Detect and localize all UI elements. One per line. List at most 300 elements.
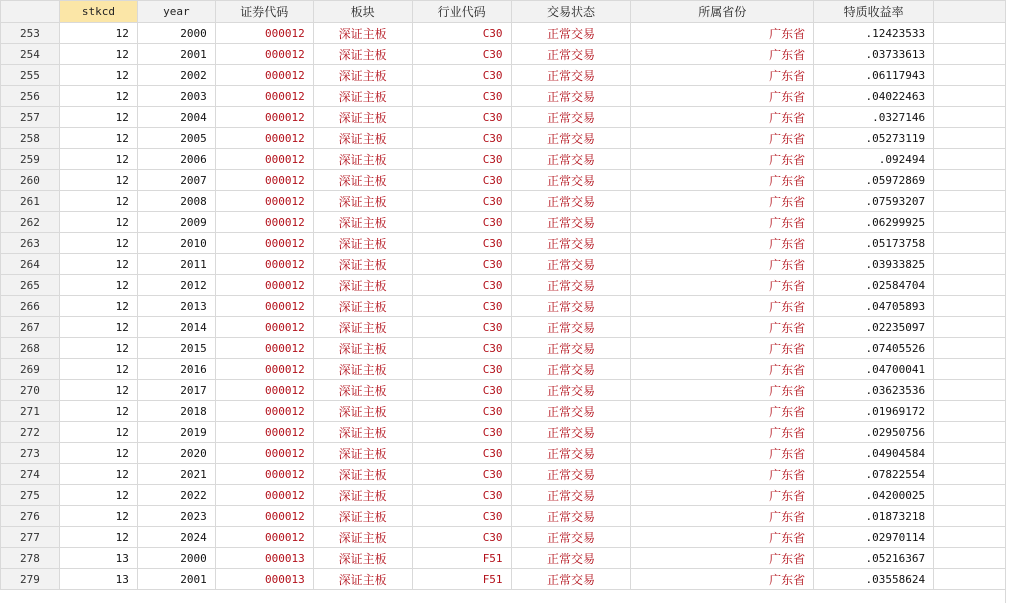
cell-jyzt[interactable]: 正常交易 <box>511 275 631 296</box>
table-row[interactable] <box>1 569 1012 590</box>
cell-zqdm[interactable]: 000012 <box>215 191 313 212</box>
col-header-jyzt[interactable]: 交易状态 <box>511 1 631 23</box>
cell-stkcd[interactable]: 12 <box>59 233 137 254</box>
table-row[interactable] <box>1 548 1012 569</box>
cell-hydm[interactable]: C30 <box>412 44 511 65</box>
vertical-scrollbar[interactable] <box>1005 0 1012 603</box>
row-number[interactable]: 278 <box>1 548 60 569</box>
cell-year[interactable]: 2019 <box>137 422 215 443</box>
cell-hydm[interactable]: C30 <box>412 128 511 149</box>
row-number[interactable]: 255 <box>1 65 60 86</box>
cell-sssf[interactable]: 广东省 <box>631 149 814 170</box>
cell-sssf[interactable]: 广东省 <box>631 275 814 296</box>
cell-zqdm[interactable]: 000012 <box>215 86 313 107</box>
cell-sssf[interactable]: 广东省 <box>631 254 814 275</box>
cell-year[interactable]: 2020 <box>137 443 215 464</box>
cell-zqdm[interactable]: 000012 <box>215 107 313 128</box>
row-number[interactable]: 267 <box>1 317 60 338</box>
cell-year[interactable]: 2000 <box>137 23 215 44</box>
cell-zqdm[interactable]: 000012 <box>215 296 313 317</box>
cell-jyzt[interactable]: 正常交易 <box>511 338 631 359</box>
cell-zqdm[interactable]: 000012 <box>215 254 313 275</box>
cell-zqdm[interactable]: 000012 <box>215 65 313 86</box>
cell-blank <box>934 149 1012 170</box>
col-header-stkcd[interactable]: stkcd <box>59 1 137 23</box>
cell-blank <box>934 443 1012 464</box>
cell-hydm[interactable]: C30 <box>412 485 511 506</box>
cell-stkcd[interactable]: 13 <box>59 548 137 569</box>
cell-jyzt[interactable]: 正常交易 <box>511 86 631 107</box>
col-header-tzsyl[interactable]: 特质收益率 <box>814 1 934 23</box>
cell-zqdm[interactable]: 000012 <box>215 233 313 254</box>
cell-stkcd[interactable]: 12 <box>59 422 137 443</box>
cell-sssf[interactable]: 广东省 <box>631 359 814 380</box>
cell-jyzt[interactable]: 正常交易 <box>511 107 631 128</box>
row-number[interactable]: 266 <box>1 296 60 317</box>
cell-hydm[interactable]: C30 <box>412 233 511 254</box>
row-number[interactable]: 273 <box>1 443 60 464</box>
cell-blank <box>934 23 1012 44</box>
cell-sssf[interactable]: 广东省 <box>631 485 814 506</box>
table-row[interactable] <box>1 44 1012 65</box>
table-row[interactable] <box>1 485 1012 506</box>
cell-zqdm[interactable]: 000012 <box>215 170 313 191</box>
cell-tzsyl[interactable]: .04200025 <box>814 485 934 506</box>
cell-year[interactable]: 2022 <box>137 485 215 506</box>
cell-hydm[interactable]: C30 <box>412 464 511 485</box>
cell-stkcd[interactable]: 12 <box>59 191 137 212</box>
cell-hydm[interactable]: F51 <box>412 548 511 569</box>
cell-stkcd[interactable]: 12 <box>59 296 137 317</box>
table-row[interactable] <box>1 128 1012 149</box>
table-row[interactable] <box>1 401 1012 422</box>
row-number[interactable]: 272 <box>1 422 60 443</box>
cell-stkcd[interactable]: 12 <box>59 317 137 338</box>
table-body <box>1 23 1012 590</box>
cell-hydm[interactable]: F51 <box>412 569 511 590</box>
cell-stkcd[interactable]: 12 <box>59 506 137 527</box>
cell-bankuai[interactable]: 深证主板 <box>313 527 412 548</box>
cell-tzsyl[interactable]: .07405526 <box>814 338 934 359</box>
cell-stkcd[interactable]: 12 <box>59 107 137 128</box>
cell-tzsyl[interactable]: .03623536 <box>814 380 934 401</box>
cell-bankuai[interactable]: 深证主板 <box>313 296 412 317</box>
cell-bankuai[interactable]: 深证主板 <box>313 128 412 149</box>
cell-tzsyl[interactable]: .12423533 <box>814 23 934 44</box>
cell-hydm[interactable]: C30 <box>412 317 511 338</box>
row-number[interactable]: 261 <box>1 191 60 212</box>
cell-zqdm[interactable]: 000012 <box>215 149 313 170</box>
cell-zqdm[interactable]: 000012 <box>215 275 313 296</box>
cell-jyzt[interactable]: 正常交易 <box>511 317 631 338</box>
cell-year[interactable]: 2000 <box>137 548 215 569</box>
cell-jyzt[interactable]: 正常交易 <box>511 443 631 464</box>
cell-sssf[interactable]: 广东省 <box>631 464 814 485</box>
cell-hydm[interactable]: C30 <box>412 401 511 422</box>
cell-year[interactable]: 2005 <box>137 128 215 149</box>
header-row <box>1 1 1012 23</box>
cell-zqdm[interactable]: 000013 <box>215 548 313 569</box>
cell-tzsyl[interactable]: .02950756 <box>814 422 934 443</box>
cell-tzsyl[interactable]: .06299925 <box>814 212 934 233</box>
cell-bankuai[interactable]: 深证主板 <box>313 464 412 485</box>
cell-jyzt[interactable]: 正常交易 <box>511 464 631 485</box>
cell-sssf[interactable]: 广东省 <box>631 191 814 212</box>
cell-bankuai[interactable]: 深证主板 <box>313 86 412 107</box>
cell-sssf[interactable]: 广东省 <box>631 107 814 128</box>
cell-zqdm[interactable]: 000012 <box>215 212 313 233</box>
cell-year[interactable]: 2013 <box>137 296 215 317</box>
row-number[interactable]: 274 <box>1 464 60 485</box>
row-number[interactable]: 259 <box>1 149 60 170</box>
cell-stkcd[interactable]: 12 <box>59 128 137 149</box>
cell-blank <box>934 464 1012 485</box>
cell-jyzt[interactable]: 正常交易 <box>511 296 631 317</box>
cell-stkcd[interactable]: 12 <box>59 464 137 485</box>
cell-sssf[interactable]: 广东省 <box>631 401 814 422</box>
col-header-bankuai[interactable]: 板块 <box>313 1 412 23</box>
cell-jyzt[interactable]: 正常交易 <box>511 191 631 212</box>
cell-tzsyl[interactable]: .01969172 <box>814 401 934 422</box>
cell-tzsyl[interactable]: .07593207 <box>814 191 934 212</box>
table-row[interactable] <box>1 359 1012 380</box>
cell-tzsyl[interactable]: .05273119 <box>814 128 934 149</box>
cell-bankuai[interactable]: 深证主板 <box>313 212 412 233</box>
cell-hydm[interactable]: C30 <box>412 149 511 170</box>
cell-jyzt[interactable]: 正常交易 <box>511 149 631 170</box>
cell-year[interactable]: 2024 <box>137 527 215 548</box>
col-header-blank <box>934 1 1012 23</box>
cell-hydm[interactable]: C30 <box>412 359 511 380</box>
cell-bankuai[interactable]: 深证主板 <box>313 506 412 527</box>
table-row[interactable] <box>1 296 1012 317</box>
cell-sssf[interactable]: 广东省 <box>631 317 814 338</box>
cell-jyzt[interactable]: 正常交易 <box>511 527 631 548</box>
row-number[interactable]: 277 <box>1 527 60 548</box>
cell-tzsyl[interactable]: .06117943 <box>814 65 934 86</box>
corner-header <box>1 1 60 23</box>
table-row[interactable] <box>1 464 1012 485</box>
cell-jyzt[interactable]: 正常交易 <box>511 422 631 443</box>
cell-blank <box>934 254 1012 275</box>
cell-year[interactable]: 2001 <box>137 44 215 65</box>
cell-stkcd[interactable]: 12 <box>59 212 137 233</box>
cell-jyzt[interactable]: 正常交易 <box>511 548 631 569</box>
cell-zqdm[interactable]: 000012 <box>215 380 313 401</box>
cell-jyzt[interactable]: 正常交易 <box>511 506 631 527</box>
cell-blank <box>934 233 1012 254</box>
cell-tzsyl[interactable]: .05972869 <box>814 170 934 191</box>
table-row[interactable] <box>1 317 1012 338</box>
cell-hydm[interactable]: C30 <box>412 422 511 443</box>
col-header-hydm[interactable]: 行业代码 <box>412 1 511 23</box>
cell-blank <box>934 128 1012 149</box>
cell-sssf[interactable]: 广东省 <box>631 44 814 65</box>
cell-bankuai[interactable]: 深证主板 <box>313 317 412 338</box>
cell-stkcd[interactable]: 12 <box>59 149 137 170</box>
cell-hydm[interactable]: C30 <box>412 23 511 44</box>
cell-blank <box>934 44 1012 65</box>
cell-zqdm[interactable]: 000012 <box>215 317 313 338</box>
cell-sssf[interactable]: 广东省 <box>631 212 814 233</box>
row-number[interactable]: 260 <box>1 170 60 191</box>
cell-year[interactable]: 2015 <box>137 338 215 359</box>
cell-tzsyl[interactable]: .03558624 <box>814 569 934 590</box>
cell-tzsyl[interactable]: .04904584 <box>814 443 934 464</box>
row-number[interactable]: 265 <box>1 275 60 296</box>
cell-stkcd[interactable]: 13 <box>59 569 137 590</box>
cell-blank <box>934 65 1012 86</box>
cell-tzsyl[interactable]: .01873218 <box>814 506 934 527</box>
cell-jyzt[interactable]: 正常交易 <box>511 170 631 191</box>
cell-hydm[interactable]: C30 <box>412 65 511 86</box>
cell-stkcd[interactable]: 12 <box>59 23 137 44</box>
cell-hydm[interactable]: C30 <box>412 380 511 401</box>
cell-year[interactable]: 2018 <box>137 401 215 422</box>
row-number[interactable]: 258 <box>1 128 60 149</box>
cell-stkcd[interactable]: 12 <box>59 401 137 422</box>
table-row[interactable] <box>1 506 1012 527</box>
cell-stkcd[interactable]: 12 <box>59 338 137 359</box>
cell-zqdm[interactable]: 000012 <box>215 443 313 464</box>
cell-year[interactable]: 2009 <box>137 212 215 233</box>
cell-sssf[interactable]: 广东省 <box>631 527 814 548</box>
cell-jyzt[interactable]: 正常交易 <box>511 65 631 86</box>
cell-jyzt[interactable]: 正常交易 <box>511 23 631 44</box>
cell-year[interactable]: 2012 <box>137 275 215 296</box>
table-row[interactable] <box>1 275 1012 296</box>
cell-sssf[interactable]: 广东省 <box>631 233 814 254</box>
cell-jyzt[interactable]: 正常交易 <box>511 485 631 506</box>
table-row[interactable] <box>1 233 1012 254</box>
cell-bankuai[interactable]: 深证主板 <box>313 149 412 170</box>
table-row[interactable] <box>1 23 1012 44</box>
cell-tzsyl[interactable]: .02970114 <box>814 527 934 548</box>
cell-year[interactable]: 2001 <box>137 569 215 590</box>
cell-year[interactable]: 2007 <box>137 170 215 191</box>
cell-bankuai[interactable]: 深证主板 <box>313 338 412 359</box>
cell-blank <box>934 275 1012 296</box>
cell-sssf[interactable]: 广东省 <box>631 170 814 191</box>
cell-stkcd[interactable]: 12 <box>59 359 137 380</box>
cell-jyzt[interactable]: 正常交易 <box>511 233 631 254</box>
cell-sssf[interactable]: 广东省 <box>631 128 814 149</box>
row-number[interactable]: 256 <box>1 86 60 107</box>
cell-tzsyl[interactable]: .04705893 <box>814 296 934 317</box>
row-number[interactable]: 268 <box>1 338 60 359</box>
cell-bankuai[interactable]: 深证主板 <box>313 107 412 128</box>
cell-zqdm[interactable]: 000012 <box>215 506 313 527</box>
row-number[interactable]: 279 <box>1 569 60 590</box>
cell-hydm[interactable]: C30 <box>412 296 511 317</box>
row-number[interactable]: 262 <box>1 212 60 233</box>
cell-sssf[interactable]: 广东省 <box>631 506 814 527</box>
cell-zqdm[interactable]: 000012 <box>215 401 313 422</box>
cell-blank <box>934 485 1012 506</box>
cell-jyzt[interactable]: 正常交易 <box>511 401 631 422</box>
cell-sssf[interactable]: 广东省 <box>631 296 814 317</box>
cell-zqdm[interactable]: 000012 <box>215 338 313 359</box>
cell-year[interactable]: 2011 <box>137 254 215 275</box>
cell-bankuai[interactable]: 深证主板 <box>313 401 412 422</box>
row-number[interactable]: 263 <box>1 233 60 254</box>
cell-bankuai[interactable]: 深证主板 <box>313 422 412 443</box>
cell-sssf[interactable]: 广东省 <box>631 569 814 590</box>
cell-zqdm[interactable]: 000012 <box>215 422 313 443</box>
cell-tzsyl[interactable]: .02584704 <box>814 275 934 296</box>
cell-jyzt[interactable]: 正常交易 <box>511 359 631 380</box>
cell-jyzt[interactable]: 正常交易 <box>511 569 631 590</box>
cell-blank <box>934 506 1012 527</box>
cell-year[interactable]: 2004 <box>137 107 215 128</box>
cell-sssf[interactable]: 广东省 <box>631 443 814 464</box>
table-row[interactable] <box>1 254 1012 275</box>
cell-zqdm[interactable]: 000012 <box>215 128 313 149</box>
cell-jyzt[interactable]: 正常交易 <box>511 44 631 65</box>
cell-year[interactable]: 2006 <box>137 149 215 170</box>
cell-hydm[interactable]: C30 <box>412 443 511 464</box>
row-number[interactable]: 269 <box>1 359 60 380</box>
cell-jyzt[interactable]: 正常交易 <box>511 254 631 275</box>
cell-sssf[interactable]: 广东省 <box>631 380 814 401</box>
cell-bankuai[interactable]: 深证主板 <box>313 275 412 296</box>
cell-tzsyl[interactable]: .092494 <box>814 149 934 170</box>
cell-year[interactable]: 2010 <box>137 233 215 254</box>
cell-tzsyl[interactable]: .04700041 <box>814 359 934 380</box>
row-number[interactable]: 253 <box>1 23 60 44</box>
cell-bankuai[interactable]: 深证主板 <box>313 359 412 380</box>
table-row[interactable] <box>1 65 1012 86</box>
table-row[interactable] <box>1 443 1012 464</box>
row-number[interactable]: 257 <box>1 107 60 128</box>
cell-tzsyl[interactable]: .04022463 <box>814 86 934 107</box>
cell-zqdm[interactable]: 000012 <box>215 464 313 485</box>
cell-hydm[interactable]: C30 <box>412 191 511 212</box>
table-row[interactable] <box>1 422 1012 443</box>
cell-bankuai[interactable]: 深证主板 <box>313 23 412 44</box>
row-number[interactable]: 276 <box>1 506 60 527</box>
cell-sssf[interactable]: 广东省 <box>631 86 814 107</box>
row-number[interactable]: 254 <box>1 44 60 65</box>
cell-sssf[interactable]: 广东省 <box>631 338 814 359</box>
cell-tzsyl[interactable]: .05173758 <box>814 233 934 254</box>
cell-year[interactable]: 2023 <box>137 506 215 527</box>
cell-blank <box>934 548 1012 569</box>
cell-tzsyl[interactable]: .03733613 <box>814 44 934 65</box>
cell-sssf[interactable]: 广东省 <box>631 422 814 443</box>
cell-zqdm[interactable]: 000012 <box>215 44 313 65</box>
cell-zqdm[interactable]: 000012 <box>215 527 313 548</box>
cell-tzsyl[interactable]: .02235097 <box>814 317 934 338</box>
cell-bankuai[interactable]: 深证主板 <box>313 170 412 191</box>
cell-tzsyl[interactable]: .05216367 <box>814 548 934 569</box>
cell-blank <box>934 422 1012 443</box>
cell-year[interactable]: 2017 <box>137 380 215 401</box>
cell-hydm[interactable]: C30 <box>412 254 511 275</box>
cell-stkcd[interactable]: 12 <box>59 380 137 401</box>
cell-blank <box>934 170 1012 191</box>
cell-bankuai[interactable]: 深证主板 <box>313 44 412 65</box>
col-header-zqdm[interactable]: 证券代码 <box>215 1 313 23</box>
cell-zqdm[interactable]: 000012 <box>215 23 313 44</box>
table-row[interactable] <box>1 107 1012 128</box>
cell-hydm[interactable]: C30 <box>412 338 511 359</box>
cell-tzsyl[interactable]: .07822554 <box>814 464 934 485</box>
cell-bankuai[interactable]: 深证主板 <box>313 191 412 212</box>
cell-stkcd[interactable]: 12 <box>59 65 137 86</box>
cell-tzsyl[interactable]: .03933825 <box>814 254 934 275</box>
cell-stkcd[interactable]: 12 <box>59 275 137 296</box>
col-header-sssf[interactable]: 所属省份 <box>631 1 814 23</box>
cell-year[interactable]: 2016 <box>137 359 215 380</box>
cell-bankuai[interactable]: 深证主板 <box>313 254 412 275</box>
cell-year[interactable]: 2003 <box>137 86 215 107</box>
table-row[interactable] <box>1 191 1012 212</box>
row-number[interactable]: 264 <box>1 254 60 275</box>
cell-zqdm[interactable]: 000013 <box>215 569 313 590</box>
cell-blank <box>934 212 1012 233</box>
cell-hydm[interactable]: C30 <box>412 275 511 296</box>
cell-year[interactable]: 2008 <box>137 191 215 212</box>
table-row[interactable] <box>1 212 1012 233</box>
cell-sssf[interactable]: 广东省 <box>631 548 814 569</box>
cell-zqdm[interactable]: 000012 <box>215 359 313 380</box>
cell-tzsyl[interactable]: .0327146 <box>814 107 934 128</box>
cell-jyzt[interactable]: 正常交易 <box>511 380 631 401</box>
cell-sssf[interactable]: 广东省 <box>631 23 814 44</box>
cell-bankuai[interactable]: 深证主板 <box>313 65 412 86</box>
cell-stkcd[interactable]: 12 <box>59 254 137 275</box>
cell-bankuai[interactable]: 深证主板 <box>313 233 412 254</box>
cell-bankuai[interactable]: 深证主板 <box>313 548 412 569</box>
cell-sssf[interactable]: 广东省 <box>631 65 814 86</box>
cell-stkcd[interactable]: 12 <box>59 527 137 548</box>
cell-stkcd[interactable]: 12 <box>59 170 137 191</box>
cell-bankuai[interactable]: 深证主板 <box>313 443 412 464</box>
cell-bankuai[interactable]: 深证主板 <box>313 569 412 590</box>
cell-year[interactable]: 2021 <box>137 464 215 485</box>
table-row[interactable] <box>1 86 1012 107</box>
cell-stkcd[interactable]: 12 <box>59 44 137 65</box>
cell-year[interactable]: 2002 <box>137 65 215 86</box>
row-number[interactable]: 271 <box>1 401 60 422</box>
cell-blank <box>934 317 1012 338</box>
cell-stkcd[interactable]: 12 <box>59 86 137 107</box>
cell-hydm[interactable]: C30 <box>412 86 511 107</box>
cell-jyzt[interactable]: 正常交易 <box>511 128 631 149</box>
cell-hydm[interactable]: C30 <box>412 107 511 128</box>
cell-stkcd[interactable]: 12 <box>59 443 137 464</box>
table-row[interactable] <box>1 527 1012 548</box>
cell-zqdm[interactable]: 000012 <box>215 485 313 506</box>
cell-hydm[interactable]: C30 <box>412 506 511 527</box>
cell-hydm[interactable]: C30 <box>412 170 511 191</box>
row-number[interactable]: 275 <box>1 485 60 506</box>
row-number[interactable]: 270 <box>1 380 60 401</box>
cell-hydm[interactable]: C30 <box>412 212 511 233</box>
cell-bankuai[interactable]: 深证主板 <box>313 485 412 506</box>
cell-jyzt[interactable]: 正常交易 <box>511 212 631 233</box>
cell-year[interactable]: 2014 <box>137 317 215 338</box>
table-row[interactable] <box>1 170 1012 191</box>
table-row[interactable] <box>1 149 1012 170</box>
col-header-year[interactable]: year <box>137 1 215 23</box>
cell-bankuai[interactable]: 深证主板 <box>313 380 412 401</box>
table-row[interactable] <box>1 338 1012 359</box>
cell-stkcd[interactable]: 12 <box>59 485 137 506</box>
cell-hydm[interactable]: C30 <box>412 527 511 548</box>
table-row[interactable] <box>1 380 1012 401</box>
